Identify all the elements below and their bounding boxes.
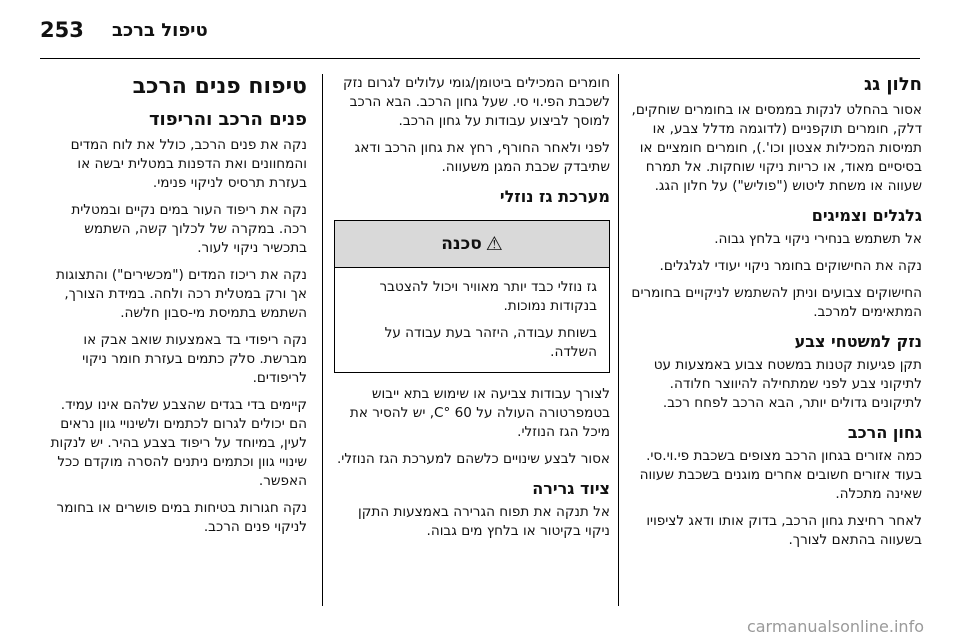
paragraph: נקה את ריפוד העור במים נקיים ובמטלית רכה. במקרה של לכלוך קשה, השתמש בתכשיר ניקוי לעור.	[71, 202, 307, 256]
paragraph: לאחר רחיצת גחון הרכב, בדוק אותו ודאג לציפויו בשעווה בהתאם לצורך.	[646, 513, 922, 548]
paragraph: נקה ריפודי בד באמצעות שואב אבק או מברשת. סלק כתמים בעזרת חומר ניקוי לריפודים.	[82, 332, 307, 386]
section-title-interior: פנים הרכב והריפוד	[148, 109, 307, 130]
paragraph: קיימים בדי בגדים שהצבע שלהם אינו עמיד. הם יכולים לגרום לכתמים ולשינויי גוון נראים לעין, במיוחד על ריפוד בצבע בהיר. יש לנקות שינויי גוון וכתמים ניתנים להסרה מוקדם ככל האפשר.	[50, 397, 307, 489]
danger-box-title: סכנה	[441, 234, 482, 254]
section-title-towing: ציוד גרירה	[532, 479, 610, 498]
danger-box-header	[335, 221, 609, 268]
section-title-sunroof: חלון גג	[864, 74, 922, 95]
watermark: carmanualsonline.info	[746, 617, 924, 636]
column-left	[40, 74, 307, 608]
header-rule	[40, 58, 920, 59]
paragraph: גז נוזלי כבד יותר מאוויר ויכול להצטבר בנקודות נמוכות.	[379, 279, 597, 314]
paragraph: לצורך עבודות צביעה או שימוש בתא ייבוש בטמפרטורה העולה על 60 °C, יש להסיר את מיכל הגז הנוזלי.	[349, 386, 610, 440]
section-title-wheels: גלגלים וצמיגים	[811, 206, 922, 225]
danger-box-body	[335, 268, 609, 372]
paragraph: החישוקים צבועים וניתן להשתמש לניקויים בחומרים המתאימים למרכב.	[631, 285, 922, 320]
paragraph: אל תנקה את תפוח הגרירה באמצעות התקן ניקוי בקיטור או בלחץ מים גבוה.	[358, 504, 610, 539]
paragraph: לפני ולאחר החורף, רחץ את גחון הרכב ודאג שתיבדק שכבת המגן משעווה.	[354, 140, 610, 175]
chapter-title: טיפול ברכב	[112, 20, 208, 41]
paragraph: תקן פגיעות קטנות במשטח צבוע באמצעות עט לתיקוני צבע לפני שמתחילה להיווצר חלודה. לתיקונים גדולים יותר, הבא הרכב לפחח רכב.	[653, 357, 922, 411]
warning-triangle-icon: ⚠	[485, 232, 503, 255]
danger-box	[334, 220, 610, 373]
section-title-underbody: גחון הרכב	[847, 423, 922, 442]
column-divider-right	[618, 74, 619, 606]
column-divider-left	[322, 74, 323, 606]
paragraph: נקה חגורות בטיחות במים פושרים או בחומר לניקוי פנים הרכב.	[56, 500, 307, 535]
paragraph: נקה את ריכוז המדים ("מכשירים") והתצוגות אך ורק במטלית רכה ולחה. במידת הצורך, השתמש בתמיסת מי-סבון חלשה.	[56, 267, 307, 321]
paragraph: נקה את פנים הרכב, כולל את לוח המדים והמחוונים ואת הדפנות במטלית יבשה או בעזרת תרסיס לניקוי פנימי.	[70, 137, 307, 191]
page-header	[0, 14, 960, 54]
paragraph: נקה את החישוקים בחומר ניקוי יעודי לגלגלים.	[659, 258, 922, 274]
paragraph: אסור בהחלט לנקות בממסים או בחומרים שוחקים, דלק, חומרים תוקפניים (לדוגמה מדלל צבע, או תמיסות המכילות אצטון וכו'.), חומרים חומציים או בסיסיים מאוד, או כריות ניקוי שוחקות. אל תמרח שעווה או משחת ליטוש ("פוליש") על חלון הגג.	[631, 102, 922, 194]
paragraph: אסור לבצע שינויים כלשהם למערכת הגז הנוזלי.	[336, 451, 610, 467]
paragraph: בשוחת עבודה, היזהר בעת עבודה על השלדה.	[384, 325, 597, 360]
section-title-paint-damage: נזק למשטחי צבע	[794, 332, 922, 351]
paragraph: כמה אזורים בגחון הרכב מצופים בשכבת פי.וי.סי. בעוד אזורים חשובים אחרים מוגנים בשכבת שעווה שאינה מתכלה.	[639, 448, 922, 502]
section-title-lpg: מערכת גז נוזלי	[499, 187, 610, 206]
column-right	[627, 74, 922, 608]
paragraph: אל תשתמש בנחירי ניקוי בלחץ גבוה.	[714, 231, 922, 247]
column-middle	[334, 74, 610, 608]
main-section-title: טיפוח פנים הרכב	[132, 74, 307, 99]
page-number: 253	[40, 18, 84, 42]
paragraph: חומרים המכילים ביטומן/גומי עלולים לגרום נזק לשכבת הפי.וי סי. שעל גחון הרכב. הבא הרכב למוסך לביצוע עבודות על גחון הרכב.	[342, 75, 610, 129]
